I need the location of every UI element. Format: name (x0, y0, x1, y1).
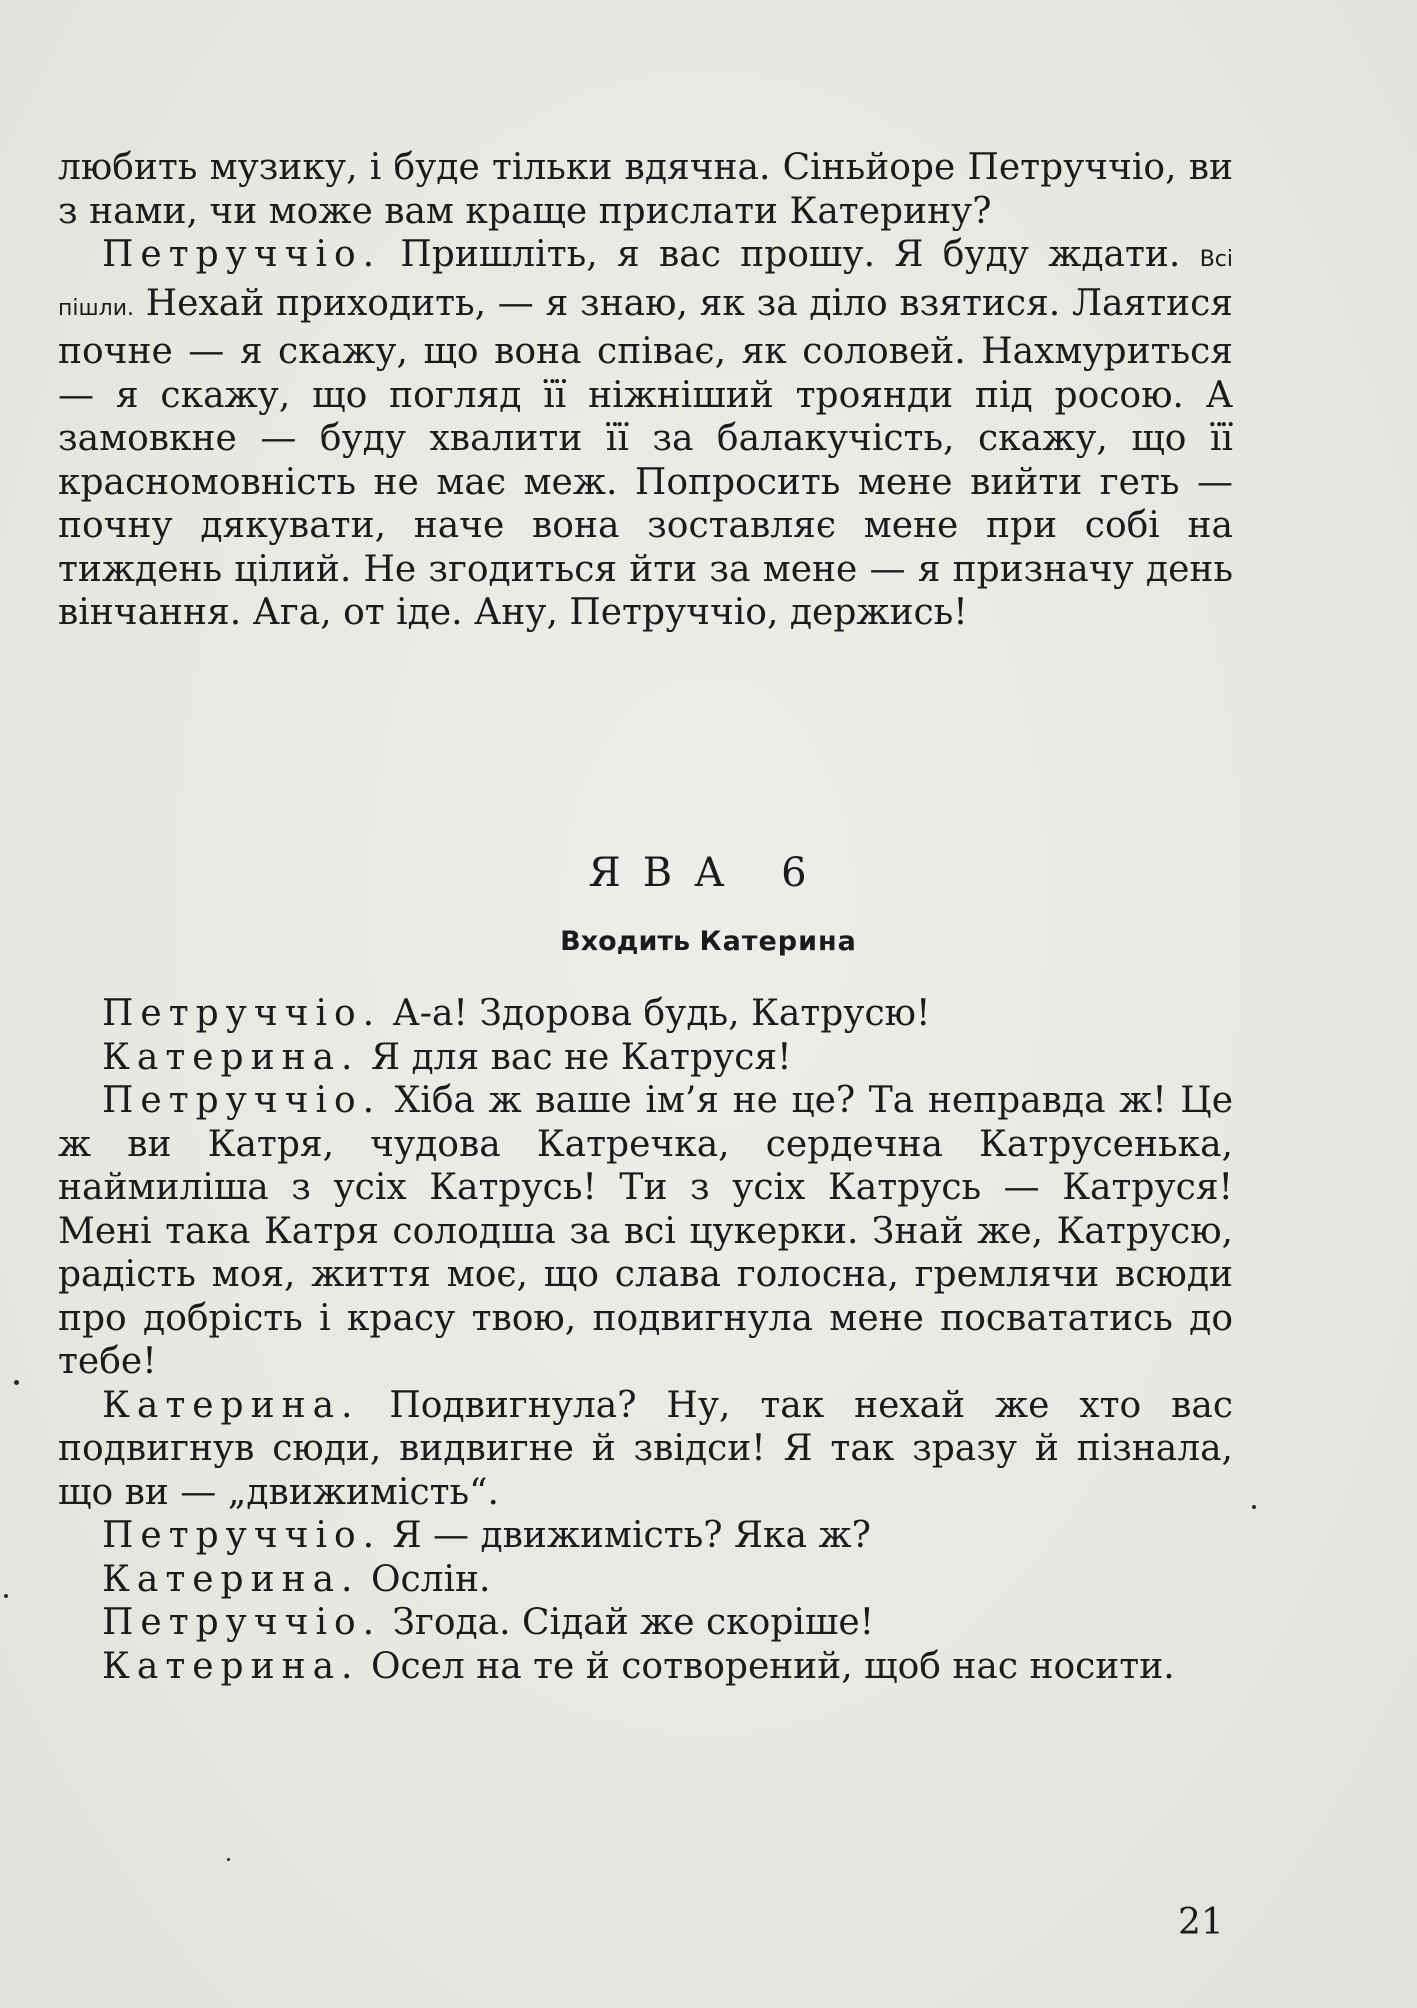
stage-direction: Всі пішли. (58, 247, 1233, 321)
dialogue-line (58, 1079, 1233, 1384)
line-text: А-а! Здорова будь, Катрусю! (392, 993, 931, 1034)
line-text: Хіба ж ваше ім’я не це? Та неправда ж! Це ж ви Катря, чудова Катречка, сердечна Катрусенька, наймиліша з усіх Катрусь! Ти з усіх Катрусь — Катруся! Мені така Катря солодша за всі цукерки. Знай же, Катрусю, радість моя, життя моє, що слава голосна, гремлячи всюди про добрість і красу твою, подвигнула мене посвататись до тебе! (58, 1080, 1233, 1382)
dialogue-line (58, 992, 1233, 1036)
paragraph-petruccio-monologue (58, 233, 1233, 635)
paragraph-text: Пришліть, я вас прошу. Я буду ждати. (400, 234, 1181, 275)
line-text: Подвигнула? Ну, так нехай же хто вас подвигнув сюди, видвигне й звідси! Я так зразу й пізнала, що ви — „движимість“. (58, 1384, 1233, 1513)
speaker-name: Катерина. (102, 1645, 360, 1687)
line-text: Я для вас не Катруся! (370, 1036, 792, 1078)
dialogue-block (58, 992, 1233, 1688)
dialogue-line (58, 1558, 1233, 1602)
direction-character: Катерина (699, 926, 857, 957)
dialogue-line (58, 1384, 1233, 1515)
speaker-name: Катерина. (102, 1558, 360, 1600)
direction-verb: Входить (560, 926, 691, 957)
dialogue-line (58, 1036, 1233, 1080)
scan-speck (1252, 1505, 1256, 1509)
scene-heading: ЯВА 6 (588, 850, 829, 896)
speaker-name: Катерина. (102, 1384, 360, 1426)
paragraph-text: Нехай приходить, — я знаю, як за діло взятися. Лаятися почне — я скажу, що вона співає, як соловей. Нахмуриться — я скажу, що погляд її ніжніший троянди під росою. А замовкне — буду хвалити її за балакучість, скажу, що її красномовність не має меж. Попросить мене вийти геть — почну дякувати, наче вона зоставляє мене при собі на тиждень цілий. Не згодиться йти за мене — я призначу день вінчання. Ага, от іде. Ану, Петруччіо, держись! (58, 282, 1233, 633)
paragraph-continuation (58, 146, 1233, 233)
scan-speck (4, 1594, 8, 1598)
line-text: Я — движимість? Яка ж? (392, 1515, 871, 1556)
speaker-name: Петруччіо. (102, 1602, 382, 1643)
speaker-name: Петруччіо. (102, 234, 382, 275)
dialogue-line (58, 1645, 1233, 1689)
speaker-name: Петруччіо. (102, 1080, 382, 1121)
scene-direction (0, 926, 1417, 957)
speaker-name: Петруччіо. (102, 1515, 382, 1556)
speaker-name: Катерина. (102, 1036, 360, 1078)
line-text: Осел на те й сотворений, щоб нас носити. (370, 1645, 1175, 1687)
scan-speck (14, 1380, 19, 1385)
dialogue-line (58, 1514, 1233, 1558)
scan-speck (227, 1858, 230, 1861)
dialogue-line (58, 1601, 1233, 1645)
line-text: Ослін. (370, 1558, 491, 1600)
page-number: 21 (1178, 1902, 1224, 1943)
paragraph-text: любить музику, і буде тільки вдячна. Сіньйоре Петруччіо, ви з нами, чи може вам краще прислати Катерину? (58, 147, 1233, 232)
line-text: Згода. Сідай же скоріше! (392, 1602, 875, 1643)
speaker-name: Петруччіо. (102, 993, 382, 1034)
text-block-top (58, 146, 1233, 635)
